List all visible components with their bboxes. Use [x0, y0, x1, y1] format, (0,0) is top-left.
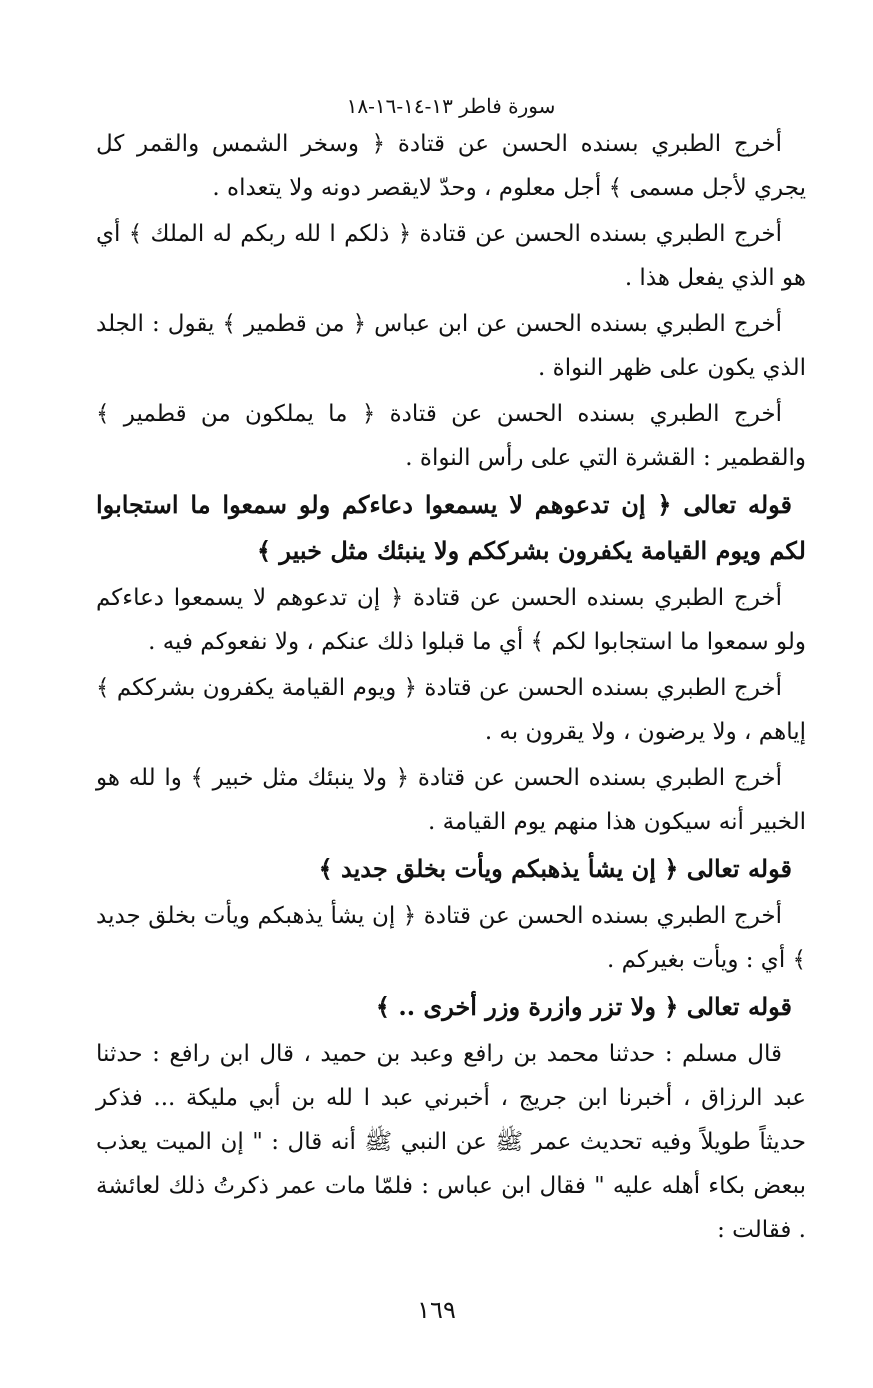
paragraph: أخرج الطبري بسنده الحسن عن قتادة ﴿ إن يشأ يذهبكم ويأت بخلق جديد ﴾ أي : ويأت بغيركم .	[96, 903, 806, 973]
paragraph: أخرج الطبري بسنده الحسن عن قتادة ﴿ ويوم القيامة يكفرون بشرككم ﴾ إياهم ، ولا يرضون ، ولا يقرون به .	[96, 675, 806, 745]
section-heading: قوله تعالى ﴿ إن تدعوهم لا يسمعوا دعاءكم ولو سمعوا ما استجابوا لكم ويوم القيامة يكفرون بشرككم ولا ينبئك مثل خبير ﴾	[96, 490, 806, 565]
paragraph: أخرج الطبري بسنده الحسن عن قتادة ﴿ وسخر الشمس والقمر كل يجري لأجل مسمى ﴾ أجل معلوم ، وحدّ لايقصر دونه ولا يتعداه .	[96, 131, 806, 201]
page-number: ١٦٩	[417, 1296, 456, 1324]
section-heading: قوله تعالى ﴿ إن يشأ يذهبكم ويأت بخلق جديد ﴾	[318, 854, 792, 883]
paragraph: أخرج الطبري بسنده الحسن عن قتادة ﴿ ولا ينبئك مثل خبير ﴾ وا لله هو الخبير أنه سيكون هذا منهم يوم القيامة .	[96, 765, 806, 835]
paragraph: قال مسلم : حدثنا محمد بن رافع وعبد بن حميد ، قال ابن رافع : حدثنا عبد الرزاق ، أخبرنا ابن جريج ، أخبرني عبد ا لله بن أبي مليكة ... فذكر حديثاً طويلاً وفيه تحديث عمر ﷺ عن النبي ﷺ أنه قال : " إن الميت يعذب ببعض بكاء أهله عليه " فقال ابن عباس : فلمّا مات عمر ذكرتُ ذلك لعائشة . فقالت :	[96, 1041, 806, 1243]
paragraph: أخرج الطبري بسنده الحسن عن قتادة ﴿ ما يملكون من قطمير ﴾ والقطمير : القشرة التي على رأس النواة .	[96, 401, 806, 471]
section-heading: قوله تعالى ﴿ ولا تزر وازرة وزر أخرى .. ﴾	[375, 992, 792, 1021]
running-header: سورة فاطر ١٣-١٤-١٦-١٨	[346, 94, 556, 118]
page-content	[96, 92, 806, 1254]
paragraph: أخرج الطبري بسنده الحسن عن ابن عباس ﴿ من قطمير ﴾ يقول : الجلد الذي يكون على ظهر النواة .	[96, 311, 806, 381]
paragraph: أخرج الطبري بسنده الحسن عن قتادة ﴿ ذلكم ا لله ربكم له الملك ﴾ أي هو الذي يفعل هذا .	[96, 221, 806, 291]
paragraph: أخرج الطبري بسنده الحسن عن قتادة ﴿ إن تدعوهم لا يسمعوا دعاءكم ولو سمعوا ما استجابوا لكم ﴾ أي ما قبلوا ذلك عنكم ، ولا نفعوكم فيه .	[96, 585, 806, 655]
